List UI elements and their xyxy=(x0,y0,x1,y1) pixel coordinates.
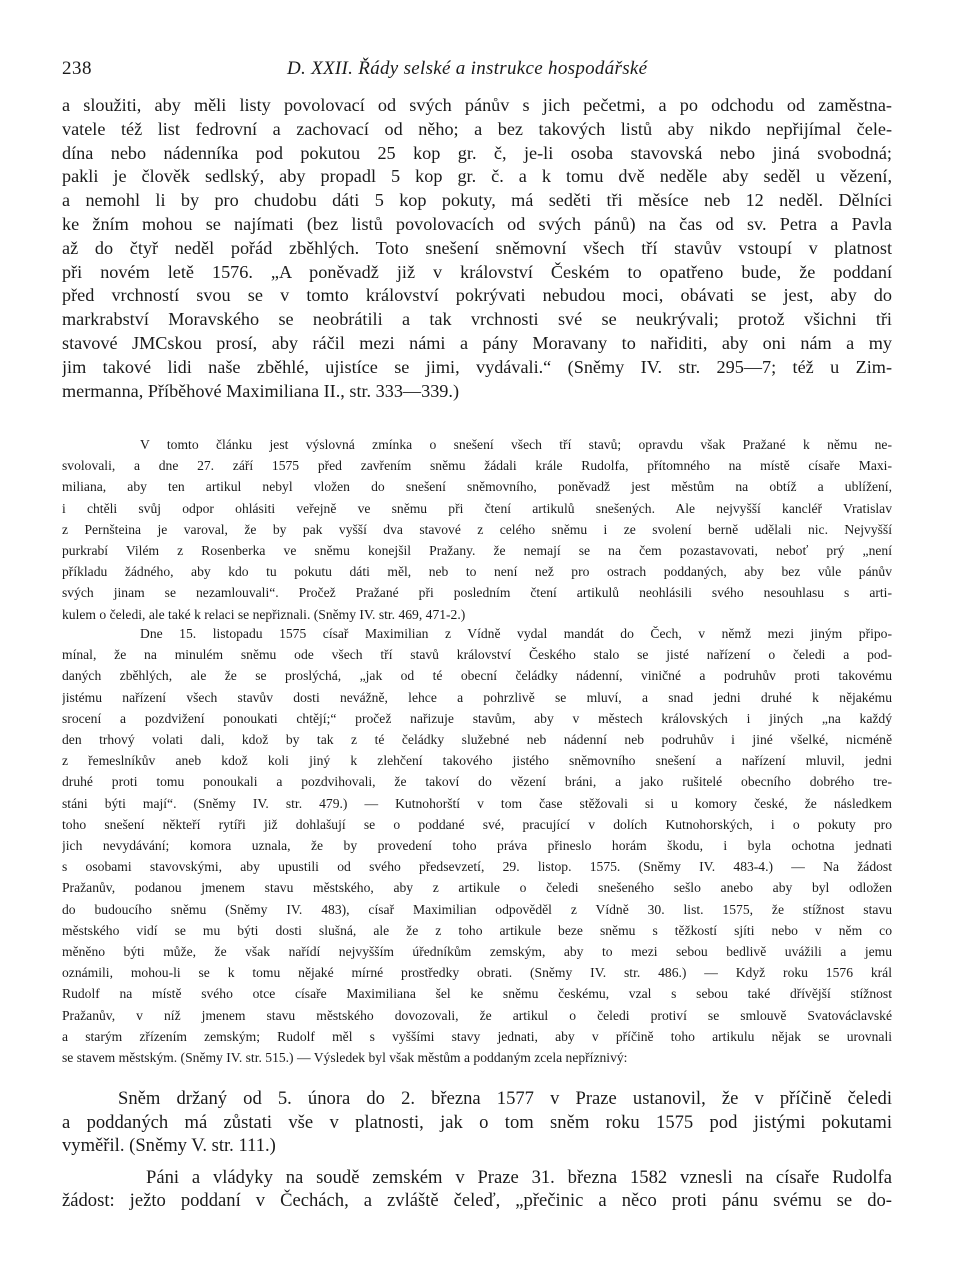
text-line: ke žním mohou se najímati (bez listů povolovacích od svých pánů) na čas od sv. Petra a Pavla xyxy=(62,213,892,234)
text-line: stavové JMCskou prosí, aby ráčil mezi námi a pány Moravany to nařiditi, aby oni nám a my xyxy=(62,332,892,353)
note-line: i chtěli svůj odpor ohlásiti veřejně ve sněmu při čtení artikulů snešených. Ale nejvyšší kancléř Vratislav xyxy=(62,500,892,516)
text-line: až do čtyř neděl pořád zběhlých. Toto snešení sněmovní všech tří stavův vstoupí v platnost xyxy=(62,237,892,258)
text-line: pakli je člověk sedlský, aby propadl 5 kop gr. č. a k tomu dvě neděle aby seděl u vězení, xyxy=(62,166,892,187)
text-line: dína nebo nádenníka pod pokutou 25 kop gr. č, je-li osoba stavovská nebo jiná svobodná; xyxy=(62,142,892,163)
note-line: a starým zřízením zemským; Rudolf měl s vyššími stavy jednati, aby v příčině toho artikulu nějak se urovnali xyxy=(62,1028,892,1044)
note-line: z Pernšteina je varoval, že by pak vyšší dva stavové z celého sněmu i ze svolení berně udělali nic. Nejvyšší xyxy=(62,521,892,537)
text-line: Sněm držaný od 5. února do 2. března 1577 v Praze ustanovil, že v příčině čeledi xyxy=(118,1088,892,1109)
note-line: městského vidí se mu býti dosti slušná, ale že z toho artikule beze sněmu s těžkostí sjíti nebo v něm co xyxy=(62,922,892,938)
note-line: svých jinam se nezamlouvali“. Pročež Pražané při posledním čtení artikulů neohlásili svého nesouhlasu s arti- xyxy=(62,585,892,601)
closing-paragraphs xyxy=(62,1087,892,1213)
running-head: D. XXII. Řády selské a instrukce hospodářské xyxy=(287,58,648,79)
note-line: Dne 15. listopadu 1575 císař Maximilian z Vídně vydal mandát do Čech, v němž mezi jiným připo- xyxy=(140,626,892,641)
note-paragraph-2 xyxy=(62,623,892,1068)
note-line: den trhový volati dali, kdož by tak z té čeládky služebné neb nádenní neb podruhův i jiné všelké, nicméně xyxy=(62,732,892,748)
note-line: miliana, aby ten artikul nebyl vložen do snešení sněmovního, poněvadž jest městům na obtíž a ublížení, xyxy=(62,479,892,495)
note-line: kulem o čeledi, ale také k relaci se nepřiznali. (Sněmy IV. str. 469, 471-2.) xyxy=(62,606,466,622)
note-line: jich nevydávání; komora uznala, že by provedení toho práva přineslo horám škodu, i byla ochotna jednati xyxy=(62,838,892,854)
text-line: vatele též list fedrovní a zachovací od něho; a bez takových listů aby nikdo nepřijímal čele- xyxy=(62,118,892,139)
note-line: toho snešení někteří rytíři již dohlašují se o poddané své, pracující v dolích Kutnohorských, i o pokuty pro xyxy=(62,816,892,832)
note-line: stáni býti mají“. (Sněmy IV. str. 479.) — Kutnohorští v tom čase stěžovali si u komory české, že následkem xyxy=(62,795,892,811)
note-line: Rudolf na místě svého otce císaře Maximiliana šel ke sněmu českému, vzal s sebou také dřívější stížnost xyxy=(62,986,892,1002)
note-line: purkrabí Vilém z Rosenberka ve sněmu konejšil Pražany. že nemají se na čem pozastavovati, neboť prý „není xyxy=(62,543,892,559)
note-line: s osobami stavovskými, aby upustili od svého předsevzetí, 29. listop. 1575. (Sněmy IV. 483-4.) — Na žádost xyxy=(62,859,892,875)
text-line: Páni a vládyky na soudě zemském v Praze 31. března 1582 vznesli na císaře Rudolfa xyxy=(146,1166,892,1188)
text-line: mermanna, Příběhové Maximiliana II., str. 333—339.) xyxy=(62,380,460,401)
note-line: z řemeslníkův aneb kdož koli jiný k zlehčení takového jistého sněmovního snešení a nařízení mluvil, jedni xyxy=(62,753,892,769)
text-line: před vrchností svou se v tomto království pokrývati nebudou moci, obávati se jest, aby do xyxy=(62,285,892,306)
page-header xyxy=(62,58,892,84)
text-line: a poddaných má zůstati vše v platnosti, jak o tom sněm roku 1575 pod jistými pokutami xyxy=(62,1111,892,1133)
main-paragraph xyxy=(62,94,892,403)
text-line: a nemohl li by pro chudobu dáti 5 kop pokuty, má seděti tři měsíce neb 12 neděl. Dělníci xyxy=(62,190,892,211)
note-line: svolovali, a dne 27. září 1575 před zavřením sněmu žádali krále Rudolfa, přítomného na místě císaře Maxi- xyxy=(62,458,892,474)
note-line: příkladu žádného, aby kdo tu pokutu dáti měl, neb to není než pro ostrach poddaných, aby bez vůle pánův xyxy=(62,564,892,580)
note-line: oznámili, mohou-li se k tomu nějaké mírné prostředky obrati. (Sněmy IV. str. 486.) — Když roku 1576 král xyxy=(62,965,892,981)
text-line: a sloužiti, aby měli listy povolovací od svých pánův s jich pečetmi, a po odchodu od zaměstna- xyxy=(62,95,892,115)
note-paragraph-1 xyxy=(62,434,892,625)
page-number: 238 xyxy=(62,58,92,79)
note-line: druhé proti tomu ponoukali a pozdvihovali, že takoví do vězení bráni, a jako rušitelé obecního dobrého tre- xyxy=(62,774,892,790)
text-line: vyměřil. (Sněmy V. str. 111.) xyxy=(62,1135,276,1157)
note-line: V tomto článku jest výslovná zmínka o snešení všech tří stavů; opravdu však Pražané k němu ne- xyxy=(140,437,892,452)
note-line: do budoucího sněmu (Sněmy IV. 483), císař Maximilian odpověděl z Vídně 30. list. 1575, že stížnost stavu xyxy=(62,901,892,917)
text-line: žádost: ježto poddaní v Čechách, a zvláště čeleď, „přečinic a něco proti pánu svému se do- xyxy=(62,1190,892,1212)
note-line: mínal, že na minulém sněmu ode všech tří stavů království Českého stalo se jisté nařízení o čeledi a pod- xyxy=(62,647,892,663)
note-line: se stavem městským. (Sněmy IV. str. 515.) — Výsledek byl však městům a poddaným zcela nepříznivý: xyxy=(62,1050,628,1066)
note-line: jistému nařízení všech stavův dosti nevážně, lehce a pohrzlivě se mluví, a snad jedni druhé k nějakému xyxy=(62,689,892,705)
note-line: daných zběhlých, ale že se proslýchá, „jak od té obecní čeládky nádenní, viničné a podruhův proti takovému xyxy=(62,668,892,684)
note-line: srocení a pozdvižení ponoukati chtějí;“ pročež nařizuje stavům, aby v městech královských i jiných „na každý xyxy=(62,710,892,726)
note-line: měněno býti může, že však nařídí nejvyšším úředníkům zemským, aby to mezi sebou bedlivě uvážili a jemu xyxy=(62,944,892,960)
note-line: Pražanův, v níž jmenem stavu městského dovozovali, že artikul o čeledi protiví se smlouvě Svatováclavské xyxy=(62,1007,892,1023)
note-line: Pražanův, podanou jmenem stavu městského, aby z artikule o čeledi snešeného sešlo anebo aby byl odložen xyxy=(62,880,892,896)
text-line: při novém letě 1576. „A poněvadž již v království Českém to opatřeno bude, že poddaní xyxy=(62,261,892,282)
text-line: jim takové lidi naše zběhlé, ujistíce se jimi, vydávali.“ (Sněmy IV. str. 295—7; též u Zim- xyxy=(62,356,892,377)
text-line: markrabství Moravského se neobrátili a tak vrchnosti své se neukrývali; protož všichni tři xyxy=(62,309,892,330)
